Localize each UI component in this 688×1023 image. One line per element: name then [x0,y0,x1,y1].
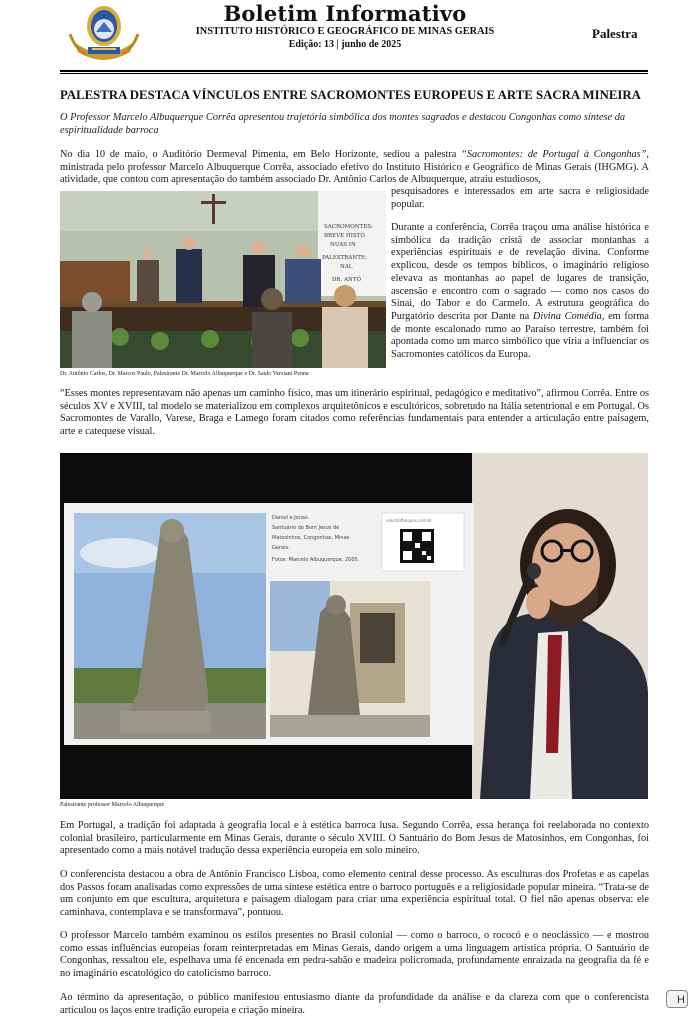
photo2-caption: Palestrante professor Marcelo Albuquerque [60,802,165,808]
talk-title: “Sacromontes: de Portugal à Congonhas” [461,149,647,160]
paragraph-4: Em Portugal, a tradição foi adaptada à geografia local e à estética barroca lusa. Segundo Corrêa, essa herança foi reelaborada no contexto colonial brasileiro, particularmente em Minas Gerais, durante o século XVIII. O Santuário do Bom Jesus de Matosinhos, em Congonhas, foi apresentado como a mais notável tradução dessa experiência europeia em solo mineiro. [60,820,649,857]
section-label: Palestra [592,26,638,41]
paragraph-6: O professor Marcelo também examinou os estilos presentes no Brasil colonial — como o barroco, o rococó e o neoclássico — e mostrou como essas influências europeias foram reinterpretadas em Minas Gerais, dando origem a uma linguagem artística própria. O Santuário de Congonhas, ressaltou ele, espelhava uma fé encenada em pedra-sabão e madeira policromada, profundamente enraizada na geografia da fé e no imaginário escatológico do catolicismo barroco. [60,930,649,980]
slide-caption-line: Santuário do Bom Jesus de [272,525,340,531]
slide-url: educhaftalques.com.br [386,518,433,523]
slide-caption-line: Gerais. [272,545,290,551]
slide-caption-line: Matosinhos, Congonhas, Minas [272,535,350,541]
photo1-caption: Dr. Antônio Carlos, Dr. Marcos Paulo, Palestrante Dr. Marcelo Albuquerque e Dr. Saulo Versiani Penna [60,371,309,377]
edition-line: Edição: 13 | junho de 2025 [288,39,402,50]
institution-name: INSTITUTO HISTÓRICO E GEOGRÁFICO DE MINAS GERAIS [195,26,495,37]
work-title: Divina Comédia [532,310,602,322]
banner-line: BREVE HISTÓ [324,233,365,239]
slide-caption-line: Fotos: Marcelo Albuquerque, 2005. [272,557,360,563]
lecture-photo [60,453,648,799]
paragraph-3: “Esses montes representavam não apenas um caminho físico, mas um itinerário espiritual, pedagógico e meditativo”, afirmou Corrêa. Entre os séculos XV e XVIII, tal modelo se materializou em complexos arquitetônicos e escultóricos, sobretudo na Itália setentrional e em Portugal. Os Sacromontes de Varallo, Varese, Braga e Lamego foram citados como referências fundamentais para entender a articulação entre paisagem, arte e catequese visual. [60,388,649,438]
paragraph-1: No dia 10 de maio, o Auditório Dermeval Pimenta, em Belo Horizonte, sediou a palestra “Sacromontes: de Portugal à Congonhas”, ministrada pelo professor Marcelo Albuquerque Corrêa, associado efetivo do Instituto Histórico e Geográfico de Minas Gerais (IHGMG). A atividade, que contou com apresentação do também associado Dr. Antônio Carlos de Albuquerque, atraiu estudiosos, [60,149,649,186]
banner-line: NUAS IN [330,242,356,248]
banner-line: DR. ANTÔ [332,277,362,283]
banner-line: NAL [340,264,353,270]
qr-code-icon [400,529,434,563]
paragraph-7: Ao término da apresentação, o público manifestou entusiasmo diante da profundidade da análise e da clareza com que o conferencista articulou os laços entre tradição europeia e criação mineira. [60,992,649,1016]
auditorium-photo [60,191,386,368]
newsletter-title: Boletim Informativo [223,1,467,26]
article-lede: O Professor Marcelo Albuquerque Corrêa apresentou trajetória simbólica dos montes sagrados e destacou Congonhas como síntese da espiritualidade barroca [60,112,626,136]
paragraph-2: Durante a conferência, Corrêa traçou uma análise histórica e simbólica da tradição cristã de associar montanhas a experiências espirituais e de revelação divina. Conforme explicou, desde os tempos bíblicos, o imaginário religioso elevava as montanhas ao papel de lugares de transição, ascensão e encontro com o sagrado — como nos casos do Sinai, do Tabor e do Carmelo. A estrutura geográfica do Purgatório descrita por Dante na Divina Comédia, em forma de monte escalonado rumo ao Paraíso terrestre, também foi apontada como um marco simbólico que viria a influenciar os Sacromontes católicos da Europa. [391,222,649,361]
header-rule [60,70,648,72]
floating-help-button[interactable]: H [666,990,688,1008]
banner-line: PALESTRANTE: [322,255,367,261]
masthead [170,2,520,51]
article-headline: PALESTRA DESTACA VÍNCULOS ENTRE SACROMONTES EUROPEUS E ARTE SACRA MINEIRA [60,88,641,102]
paragraph-1-cont: pesquisadores e interessados em arte sacra e religiosidade popular. [391,186,649,210]
institute-emblem-icon [66,2,142,62]
paragraph-5: O conferencista destacou a obra de Antônio Francisco Lisboa, como elemento central desse processo. As esculturas dos Profetas e as capelas dos Passos foram analisadas como expressões de uma síntese estética entre o barroco português e a religiosidade popular mineira. “Trata-se de um conjunto em que escultura, arquitetura e paisagem dialogam para criar uma experiência espiritual total. O fiel não apenas observa: ele caminhava, contemplava e se transformava”, pontuou. [60,869,649,919]
slide-caption-line: Daniel e Jonas. [272,515,310,521]
banner-line: SACROMONTES: [324,224,373,230]
header-rule-thin [60,73,648,74]
